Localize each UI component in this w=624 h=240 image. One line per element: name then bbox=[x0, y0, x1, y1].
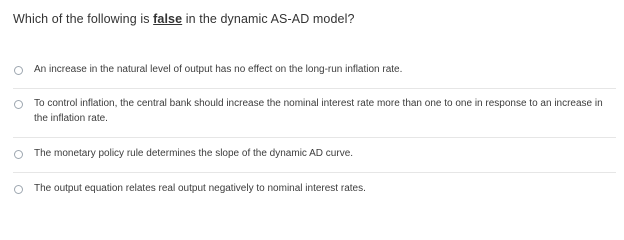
radio-button-2[interactable] bbox=[14, 100, 23, 109]
answer-option-3-label: The monetary policy rule determines the slope of the dynamic AD curve. bbox=[34, 148, 354, 159]
answer-options bbox=[13, 55, 616, 207]
question-text bbox=[13, 12, 355, 26]
answer-option-4-label: The output equation relates real output negatively to nominal interest rates. bbox=[34, 183, 366, 194]
question-emphasis: false bbox=[153, 12, 183, 26]
question-prefix: Which of the following is bbox=[13, 12, 154, 26]
answer-option-4[interactable] bbox=[13, 172, 616, 207]
answer-option-1[interactable] bbox=[13, 55, 616, 88]
question-suffix: in the dynamic AS-AD model? bbox=[182, 12, 355, 26]
radio-button-4[interactable] bbox=[14, 185, 23, 194]
answer-option-2-label: To control inflation, the central bank should increase the nominal interest rate more than one to one in response to an increase in the inflation rate. bbox=[34, 98, 603, 124]
radio-button-3[interactable] bbox=[14, 150, 23, 159]
answer-option-2[interactable] bbox=[13, 88, 616, 137]
radio-button-1[interactable] bbox=[14, 66, 23, 75]
answer-option-1-label: An increase in the natural level of output has no effect on the long-run inflation rate. bbox=[34, 64, 403, 75]
answer-option-3[interactable] bbox=[13, 137, 616, 172]
